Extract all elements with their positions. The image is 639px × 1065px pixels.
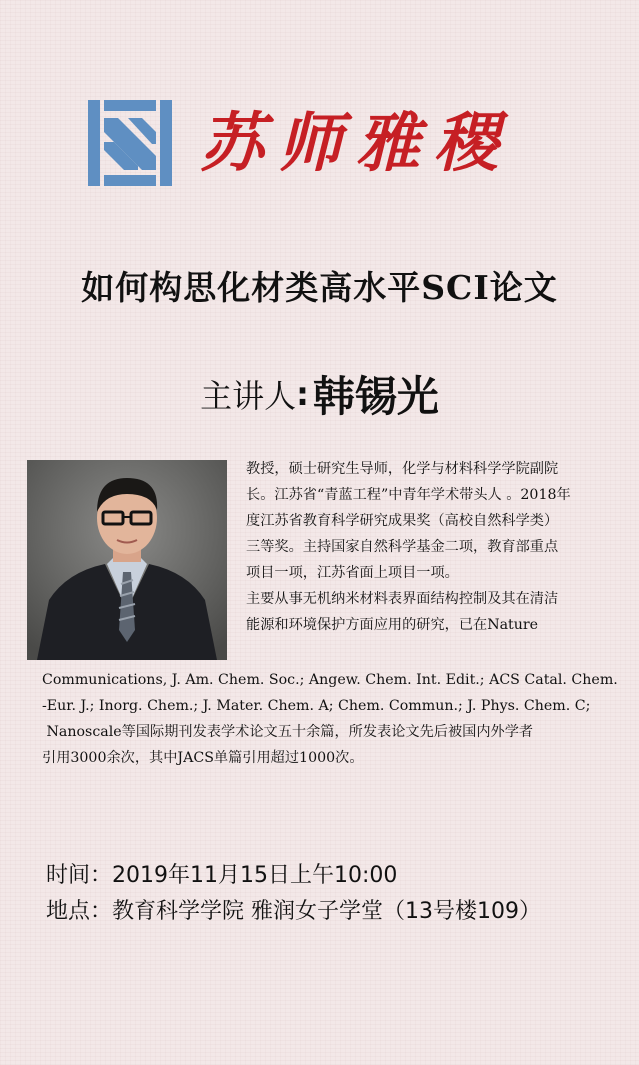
bio-line: 能源和环境保护方面应用的研究，已在Nature: [246, 617, 539, 633]
bio-line: -Eur. J.; Inorg. Chem.; J. Mater. Chem. A; Chem. Commun.; J. Phys. Chem. C;: [42, 698, 591, 714]
bio-line: 长。江苏省“青蓝工程”中青年学术带头人 。2018年: [246, 487, 571, 503]
bio-line: 项目一项，江苏省面上项目一项。: [246, 565, 459, 581]
bio-line: 主要从事无机纳米材料表界面结构控制及其在清洁: [246, 591, 559, 607]
speaker-line: [0, 364, 639, 424]
brand-logo-icon: [88, 100, 172, 186]
bio-line: 度江苏省教育科学研究成果奖（高校自然科学类）: [246, 513, 559, 529]
speaker-portrait: [27, 460, 227, 660]
speaker-bio: [246, 456, 618, 638]
bio-line: Nanoscale等国际期刊发表学术论文五十余篇，所发表论文先后被国内外学者: [42, 724, 534, 740]
bio-line: 三等奖。主持国家自然科学基金二项，教育部重点: [246, 539, 559, 555]
lecture-title: 如何构思化材类高水平SCI论文: [81, 268, 558, 307]
bio-line: 引用3000余次，其中JACS单篇引用超过1000次。: [42, 750, 364, 766]
speaker-label: 主讲人: [200, 377, 297, 415]
speaker-bio-continued: [42, 667, 618, 771]
speaker-colon: :: [296, 375, 309, 413]
speaker-name: 韩锡光: [312, 372, 439, 421]
event-location: 地点：教育科学学院 雅润女子学堂（13号楼109）: [46, 899, 541, 924]
bio-line: 教授，硕士研究生导师，化学与材料科学学院副院: [246, 461, 559, 477]
bio-line: Communications, J. Am. Chem. Soc.; Angew. Chem. Int. Edit.; ACS Catal. Chem.: [42, 672, 618, 688]
brand-title: 苏师雅稷: [200, 106, 512, 181]
event-time: 时间：2019年11月15日上午10:00: [46, 863, 398, 888]
